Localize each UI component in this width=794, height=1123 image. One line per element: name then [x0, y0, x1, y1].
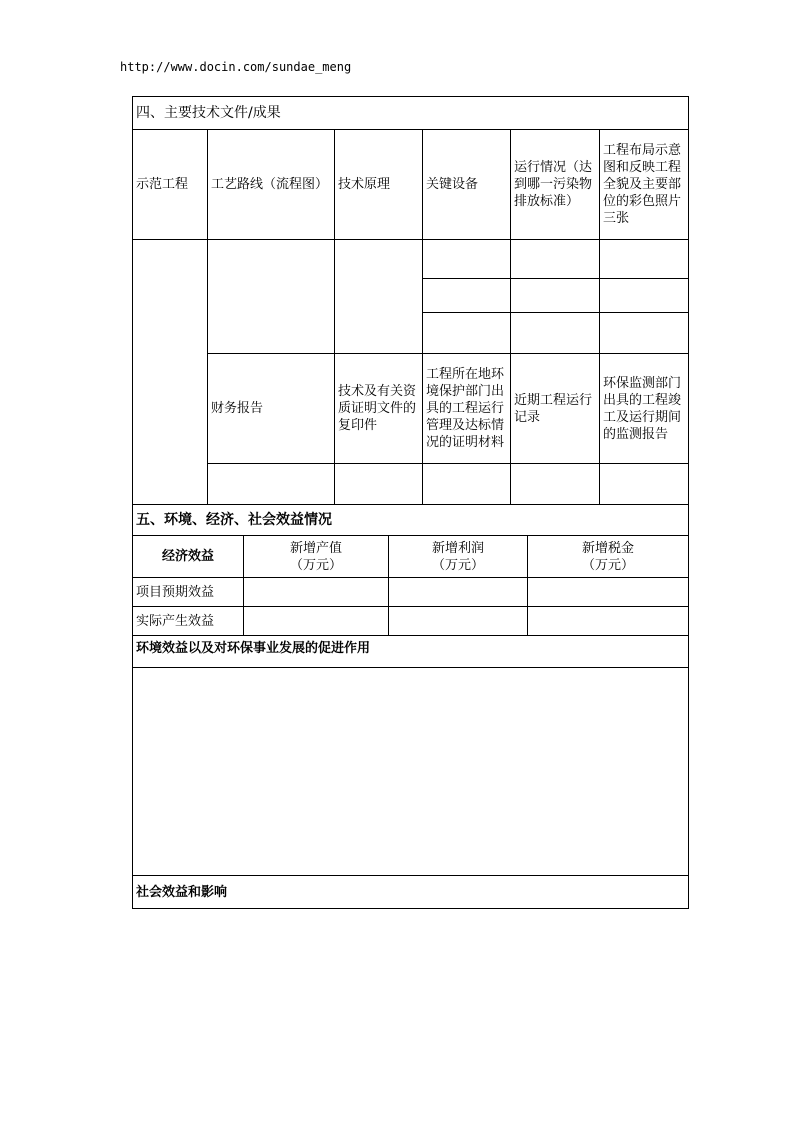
expected-output-cell[interactable]: [244, 578, 389, 607]
doc-monitoring-label: 环保监测部门出具的工程竣工及运行期间的监测报告: [600, 354, 689, 464]
row-actual-label: 实际产生效益: [133, 607, 244, 636]
source-url: http://www.docin.com/sundae_meng: [120, 60, 352, 74]
photos-entry-cell[interactable]: [600, 279, 689, 313]
operation-entry-cell[interactable]: [511, 279, 600, 313]
section5-table: [132, 504, 689, 909]
epb-proof-entry-cell[interactable]: [423, 464, 511, 505]
photos-entry-cell[interactable]: [600, 240, 689, 279]
section4-title: 四、主要技术文件/成果: [133, 97, 689, 130]
finance-entry-cell[interactable]: [208, 464, 335, 505]
demo-entry-cell[interactable]: [133, 240, 208, 505]
env-benefit-title: 环境效益以及对环保事业发展的促进作用: [133, 636, 689, 668]
col-profit-label: 新增利润: [431, 540, 484, 556]
actual-tax-cell[interactable]: [528, 607, 689, 636]
col-tax-unit: （万元）: [581, 557, 634, 573]
col-profit-unit: （万元）: [431, 557, 484, 573]
monitoring-entry-cell[interactable]: [600, 464, 689, 505]
econ-benefit-label: 经济效益: [133, 536, 244, 578]
social-benefit-title: 社会效益和影响: [133, 876, 689, 909]
env-benefit-entry-area[interactable]: [133, 668, 689, 876]
doc-qualification-label: 技术及有关资质证明文件的复印件: [335, 354, 423, 464]
expected-tax-cell[interactable]: [528, 578, 689, 607]
doc-finance-label: 财务报告: [208, 354, 335, 464]
header-photos: 工程布局示意图和反映工程全貌及主要部位的彩色照片三张: [600, 130, 689, 240]
equipment-entry-cell[interactable]: [423, 240, 511, 279]
header-operation: 运行情况（达到哪一污染物排放标准）: [511, 130, 600, 240]
section4-table: [132, 96, 689, 505]
qualification-entry-cell[interactable]: [335, 464, 423, 505]
col-output-unit: （万元）: [289, 557, 342, 573]
col-tax-label: 新增税金: [581, 540, 634, 556]
actual-output-cell[interactable]: [244, 607, 389, 636]
header-demo: 示范工程: [133, 130, 208, 240]
recent-records-entry-cell[interactable]: [511, 464, 600, 505]
col-tax-header: [528, 536, 689, 578]
col-output-label: 新增产值: [289, 540, 342, 556]
row-expected-label: 项目预期效益: [133, 578, 244, 607]
doc-epb-proof-label: 工程所在地环境保护部门出具的工程运行管理及达标情况的证明材料: [423, 354, 511, 464]
doc-recent-records-label: 近期工程运行记录: [511, 354, 600, 464]
section5-title: 五、环境、经济、社会效益情况: [133, 505, 689, 536]
operation-entry-cell[interactable]: [511, 240, 600, 279]
actual-profit-cell[interactable]: [389, 607, 528, 636]
header-process: 工艺路线（流程图）: [208, 130, 335, 240]
expected-profit-cell[interactable]: [389, 578, 528, 607]
col-profit-header: [389, 536, 528, 578]
principle-entry-cell[interactable]: [335, 240, 423, 354]
process-entry-cell[interactable]: [208, 240, 335, 354]
equipment-entry-cell[interactable]: [423, 313, 511, 354]
col-output-header: [244, 536, 389, 578]
operation-entry-cell[interactable]: [511, 313, 600, 354]
header-principle: 技术原理: [335, 130, 423, 240]
header-equipment: 关键设备: [423, 130, 511, 240]
photos-entry-cell[interactable]: [600, 313, 689, 354]
equipment-entry-cell[interactable]: [423, 279, 511, 313]
